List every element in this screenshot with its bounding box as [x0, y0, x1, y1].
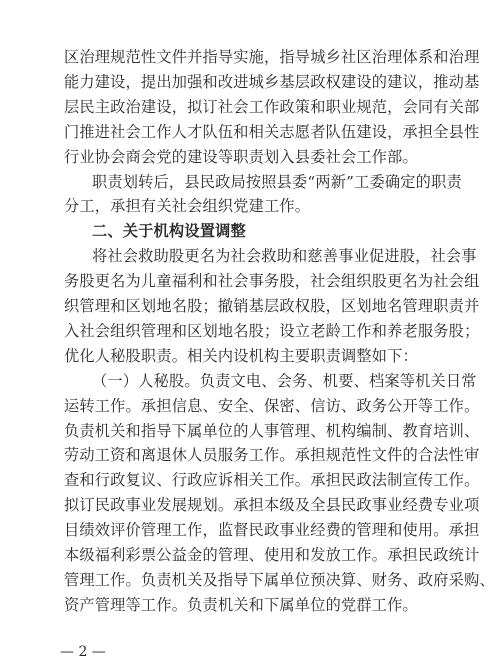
text-line: 区治理规范性文件并指导实施，指导城乡社区治理体系和治理	[64, 48, 480, 66]
text-line: 入社会组织管理和区划地名股；设立老龄工作和养老服务股；	[64, 321, 480, 340]
page-number: — 2 —	[60, 644, 106, 660]
text-line: 优化人秘股职责。相关内设机构主要职责调整如下：	[64, 346, 418, 365]
text-line: 层民主政治建设，拟订社会工作政策和职业规范，会同有关部	[64, 97, 480, 116]
text-line: 查和行政复议、行政应诉相关工作。承担民政法制宣传工作。	[64, 471, 480, 490]
text-line: 管理工作。负责机关及指导下属单位预决算、财务、政府采购、	[64, 570, 495, 589]
text-line: 分工，承担有关社会组织党建工作。	[64, 197, 311, 216]
text-line: 运转工作。承担信息、安全、保密、信访、政务公开等工作。	[64, 396, 480, 415]
text-line: 务股更名为儿童福利和社会事务股，社会组织股更名为社会组	[64, 272, 480, 291]
section-heading: 二、关于机构设置调整	[92, 222, 246, 241]
text-line: 将社会救助股更名为社会救助和慈善事业促进股，社会事	[92, 247, 477, 266]
text-line: 本级福利彩票公益金的管理、使用和发放工作。承担民政统计	[64, 546, 480, 564]
text-line: 拟订民政事业发展规划。承担本级及全县民政事业经费专业项	[64, 496, 480, 515]
text-line: 行业协会商会党的建设等职责划入县委社会工作部。	[64, 147, 418, 166]
text-line: 门推进社会工作人才队伍和相关志愿者队伍建设，承担全县性	[64, 122, 480, 141]
text-line: 负责机关和指导下属单位的人事管理、机构编制、教育培训、	[64, 421, 480, 440]
text-line: 资产管理等工作。负责机关和下属单位的党群工作。	[64, 595, 418, 614]
text-line: 织管理和区划地名股；撤销基层政权股，区划地名管理职责并	[64, 297, 480, 315]
text-line: 职责划转后，县民政局按照县委“两新”工委确定的职责	[92, 172, 462, 191]
text-line: 劳动工资和离退休人员服务工作。承担规范性文件的合法性审	[64, 446, 480, 465]
text-line: 目绩效评价管理工作，监督民政事业经费的管理和使用。承担	[64, 521, 480, 540]
text-line: 能力建设，提出加强和改进城乡基层政权建设的建议，推动基	[64, 72, 480, 91]
text-line: （一）人秘股。负责文电、会务、机要、档案等机关日常	[92, 371, 477, 390]
